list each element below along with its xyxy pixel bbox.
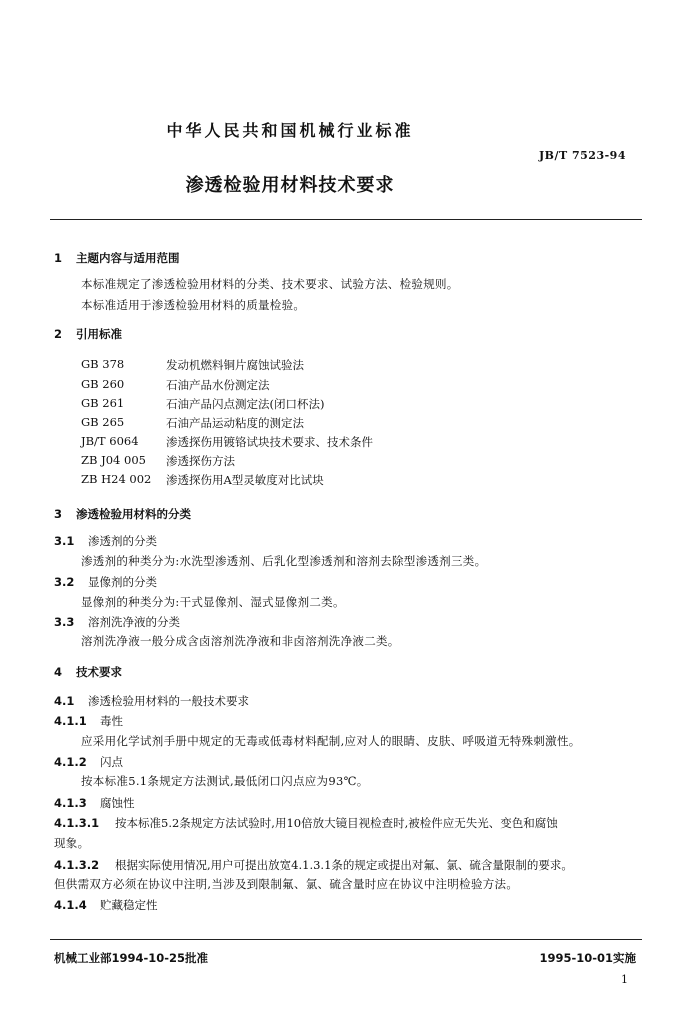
- reference-code: ZB J04 005: [81, 453, 146, 467]
- reference-name: 渗透探伤用镀铬试块技术要求、技术条件: [166, 435, 373, 449]
- reference-name: 石油产品水份测定法: [166, 378, 270, 392]
- subsection-4-1-2-text: 按本标准5.1条规定方法测试,最低闭口闪点应为93℃。: [81, 774, 369, 788]
- footer-divider: [50, 939, 642, 940]
- page-number: 1: [621, 973, 628, 986]
- subsection-3-1-text: 渗透剂的种类分为:水洗型渗透剂、后乳化型渗透剂和溶剂去除型渗透剂三类。: [81, 554, 487, 568]
- reference-code: GB 261: [81, 396, 125, 410]
- reference-name: 渗透探伤用A型灵敏度对比试块: [166, 473, 324, 487]
- reference-name: 石油产品运动粘度的测定法: [166, 416, 304, 430]
- subsection-4-1-heading: 4.1 渗透检验用材料的一般技术要求: [54, 694, 249, 708]
- reference-code: JB/T 6064: [81, 434, 139, 448]
- standard-organization: 中华人民共和国机械行业标准: [166, 121, 414, 140]
- subsection-4-1-2-heading: 4.1.2 闪点: [54, 755, 123, 769]
- section-3-heading: 3 渗透检验用材料的分类: [54, 507, 191, 521]
- clause-4-1-3-1: 4.1.3.1 按本标准5.2条规定方法试验时,用10倍放大镜目视检查时,被检件应无失光、变色和腐蚀: [54, 816, 558, 830]
- clause-4-1-3-2-continuation: 但供需双方必须在协议中注明,当涉及到限制氟、氯、硫含量时应在协议中注明检验方法。: [54, 877, 519, 891]
- section-2-heading: 2 引用标准: [54, 327, 122, 341]
- reference-name: 石油产品闪点测定法(闭口杯法): [166, 397, 325, 411]
- reference-code: GB 265: [81, 415, 125, 429]
- subsection-3-3-heading: 3.3 溶剂洗净液的分类: [54, 615, 180, 629]
- subsection-3-3-text: 溶剂洗净液一般分成含卤溶剂洗净液和非卤溶剂洗净液二类。: [81, 634, 400, 648]
- subsection-3-1-heading: 3.1 渗透剂的分类: [54, 534, 157, 548]
- clause-4-1-3-2: 4.1.3.2 根据实际使用情况,用户可提出放宽4.1.3.1条的规定或提出对氟、氯、硫含量限制的要求。: [54, 858, 573, 872]
- reference-code: GB 378: [81, 357, 125, 371]
- reference-name: 发动机燃料铜片腐蚀试验法: [166, 358, 304, 372]
- section-1-heading: 1 主题内容与适用范围: [54, 251, 180, 265]
- reference-name: 渗透探伤方法: [166, 454, 235, 468]
- reference-code: GB 260: [81, 377, 125, 391]
- section-1-paragraph: 本标准适用于渗透检验用材料的质量检验。: [81, 298, 306, 312]
- header-divider: [50, 219, 642, 220]
- reference-code: ZB H24 002: [81, 472, 152, 486]
- document-title: 渗透检验用材料技术要求: [185, 175, 395, 196]
- clause-4-1-3-1-continuation: 现象。: [54, 836, 90, 850]
- section-1-paragraph: 本标准规定了渗透检验用材料的分类、技术要求、试验方法、检验规则。: [81, 277, 459, 291]
- subsection-3-2-text: 显像剂的种类分为:干式显像剂、湿式显像剂二类。: [81, 595, 345, 609]
- subsection-3-2-heading: 3.2 显像剂的分类: [54, 575, 157, 589]
- subsection-4-1-4-heading: 4.1.4 贮藏稳定性: [54, 898, 158, 912]
- standard-code: JB/T 7523-94: [538, 149, 626, 162]
- subsection-4-1-1-heading: 4.1.1 毒性: [54, 714, 123, 728]
- approval-date: 机械工业部1994-10-25批准: [54, 951, 209, 965]
- subsection-4-1-3-heading: 4.1.3 腐蚀性: [54, 796, 135, 810]
- subsection-4-1-1-text: 应采用化学试剂手册中规定的无毒或低毒材料配制,应对人的眼睛、皮肤、呼吸道无特殊刺激性。: [81, 734, 581, 748]
- section-4-heading: 4 技术要求: [54, 665, 122, 679]
- effective-date: 1995-10-01实施: [539, 951, 636, 965]
